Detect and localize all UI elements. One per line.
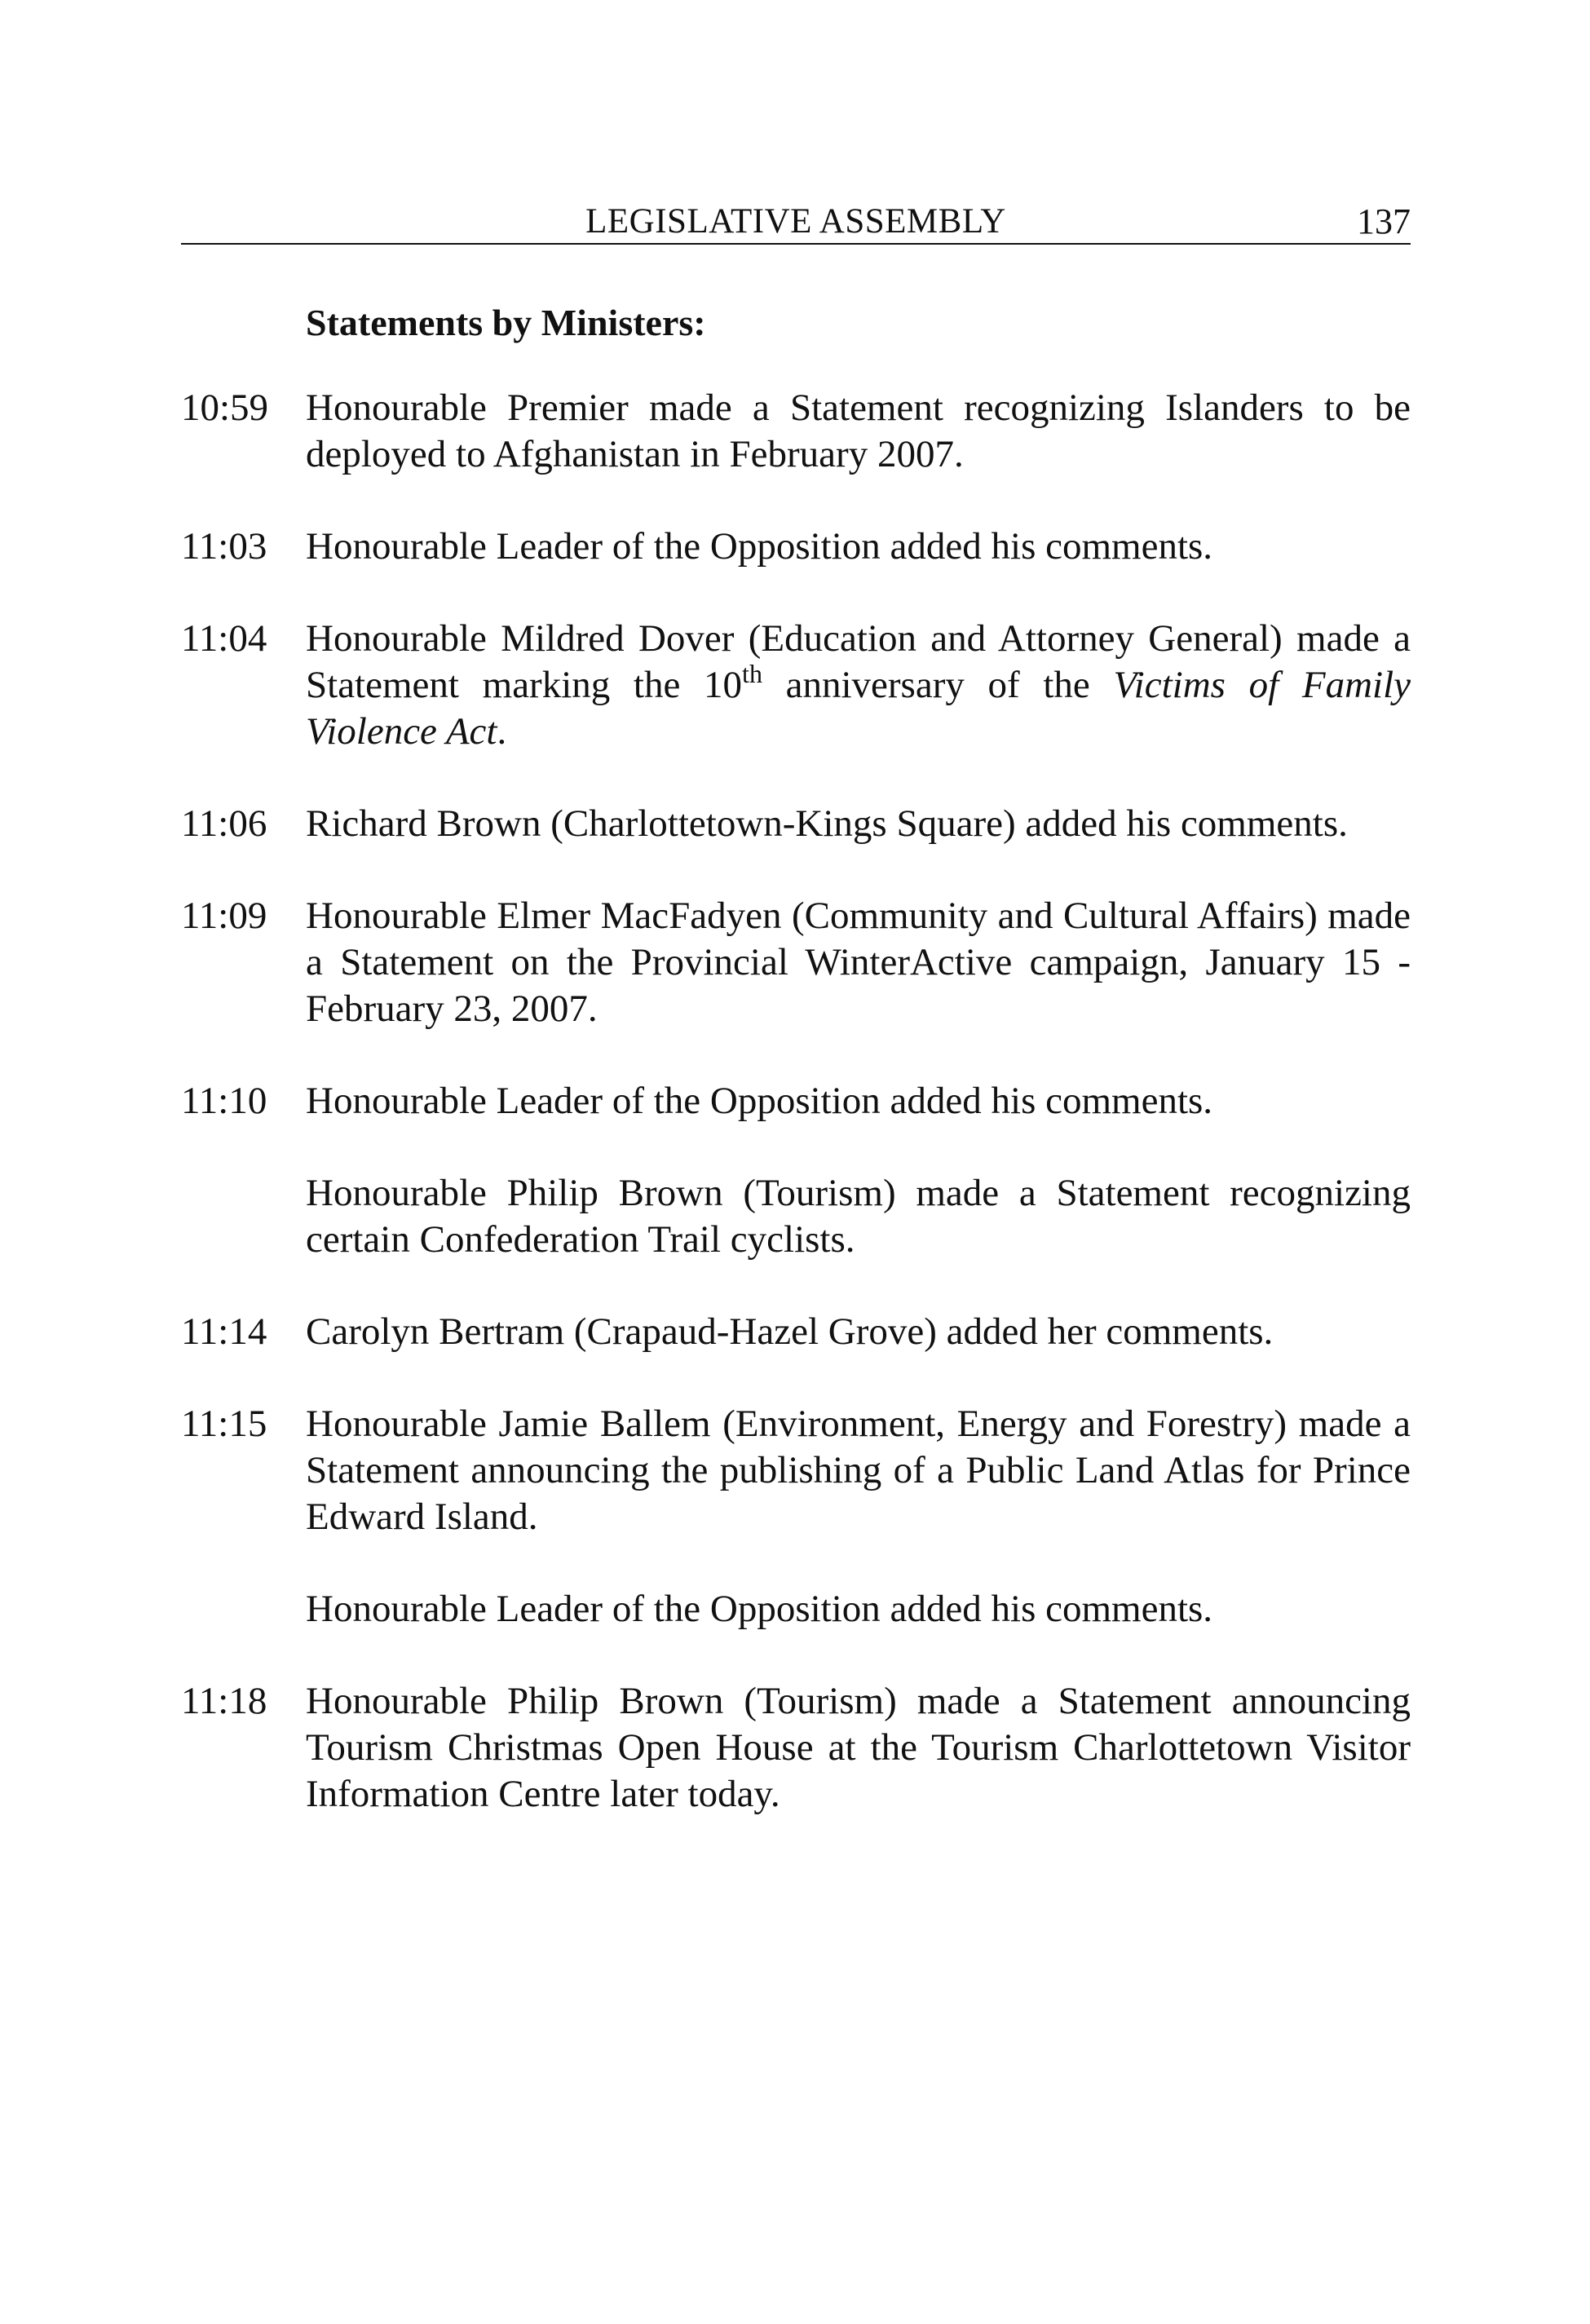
entry-text: Honourable Leader of the Opposition added his comments.: [306, 1080, 1213, 1122]
entry-text: Carolyn Bertram (Crapaud-Hazel Grove) added her comments.: [306, 1310, 1274, 1353]
entry-text-part: Honourable Mildred Dover (Education and Attorney General) made a Statement marking the 10: [306, 617, 1411, 706]
entry-text-part: anniversary of the: [762, 664, 1114, 706]
journal-entry: [181, 1401, 1411, 1540]
entry-text: Honourable Leader of the Opposition added his comments.: [306, 525, 1213, 568]
entry-text-part: .: [497, 710, 507, 753]
entry-time: 11:06: [181, 802, 267, 845]
entry-time: 10:59: [181, 387, 269, 429]
entry-time: 11:18: [181, 1680, 267, 1722]
entry-text: Honourable Leader of the Opposition added his comments.: [306, 1588, 1213, 1630]
entry-text: Richard Brown (Charlottetown-Kings Square) added his comments.: [306, 802, 1348, 845]
journal-entry: [181, 1309, 1411, 1355]
document-page: [181, 196, 1411, 1818]
page-number: 137: [1357, 201, 1411, 241]
journal-entry: [181, 893, 1411, 1032]
entry-time: [181, 1170, 306, 1263]
entry-time: 11:04: [181, 617, 267, 660]
entry-text: Honourable Jamie Ballem (Environment, Energy and Forestry) made a Statement announcing the publishing of a Public Land Atlas for Prince Edward Island.: [306, 1403, 1411, 1538]
entry-time: 11:15: [181, 1403, 267, 1445]
entry-text: Honourable Premier made a Statement recognizing Islanders to be deployed to Afghanistan in February 2007.: [306, 387, 1411, 475]
entry-time: 11:14: [181, 1310, 267, 1353]
journal-entry: [181, 1586, 1411, 1633]
entry-text: Honourable Elmer MacFadyen (Community and Cultural Affairs) made a Statement on the Provincial WinterActive campaign, January 15 - February 23, 2007.: [306, 895, 1411, 1030]
act-title: Victims of Family Violence Act: [306, 664, 1411, 753]
entry-time: 11:10: [181, 1080, 267, 1122]
entry-time: [181, 1586, 306, 1633]
journal-entry: [181, 1078, 1411, 1124]
entry-text: [306, 616, 1411, 755]
entry-time: 11:03: [181, 525, 267, 568]
entry-time: 11:09: [181, 895, 267, 937]
journal-entry: [181, 1678, 1411, 1818]
journal-entry: [181, 524, 1411, 570]
journal-entry: [181, 616, 1411, 755]
running-header: [181, 196, 1411, 245]
journal-entry: [181, 1170, 1411, 1263]
section-heading: Statements by Ministers:: [306, 302, 706, 343]
journal-entry: [181, 385, 1411, 478]
entry-text: Honourable Philip Brown (Tourism) made a Statement recognizing certain Confederation Trail cyclists.: [306, 1172, 1411, 1261]
entry-text: Honourable Philip Brown (Tourism) made a Statement announcing Tourism Christmas Open House at the Tourism Charlottetown Visitor Information Centre later today.: [306, 1680, 1411, 1815]
journal-entry: [181, 801, 1411, 847]
running-header-title: LEGISLATIVE ASSEMBLY: [585, 202, 1006, 241]
ordinal-superscript: th: [742, 659, 762, 688]
